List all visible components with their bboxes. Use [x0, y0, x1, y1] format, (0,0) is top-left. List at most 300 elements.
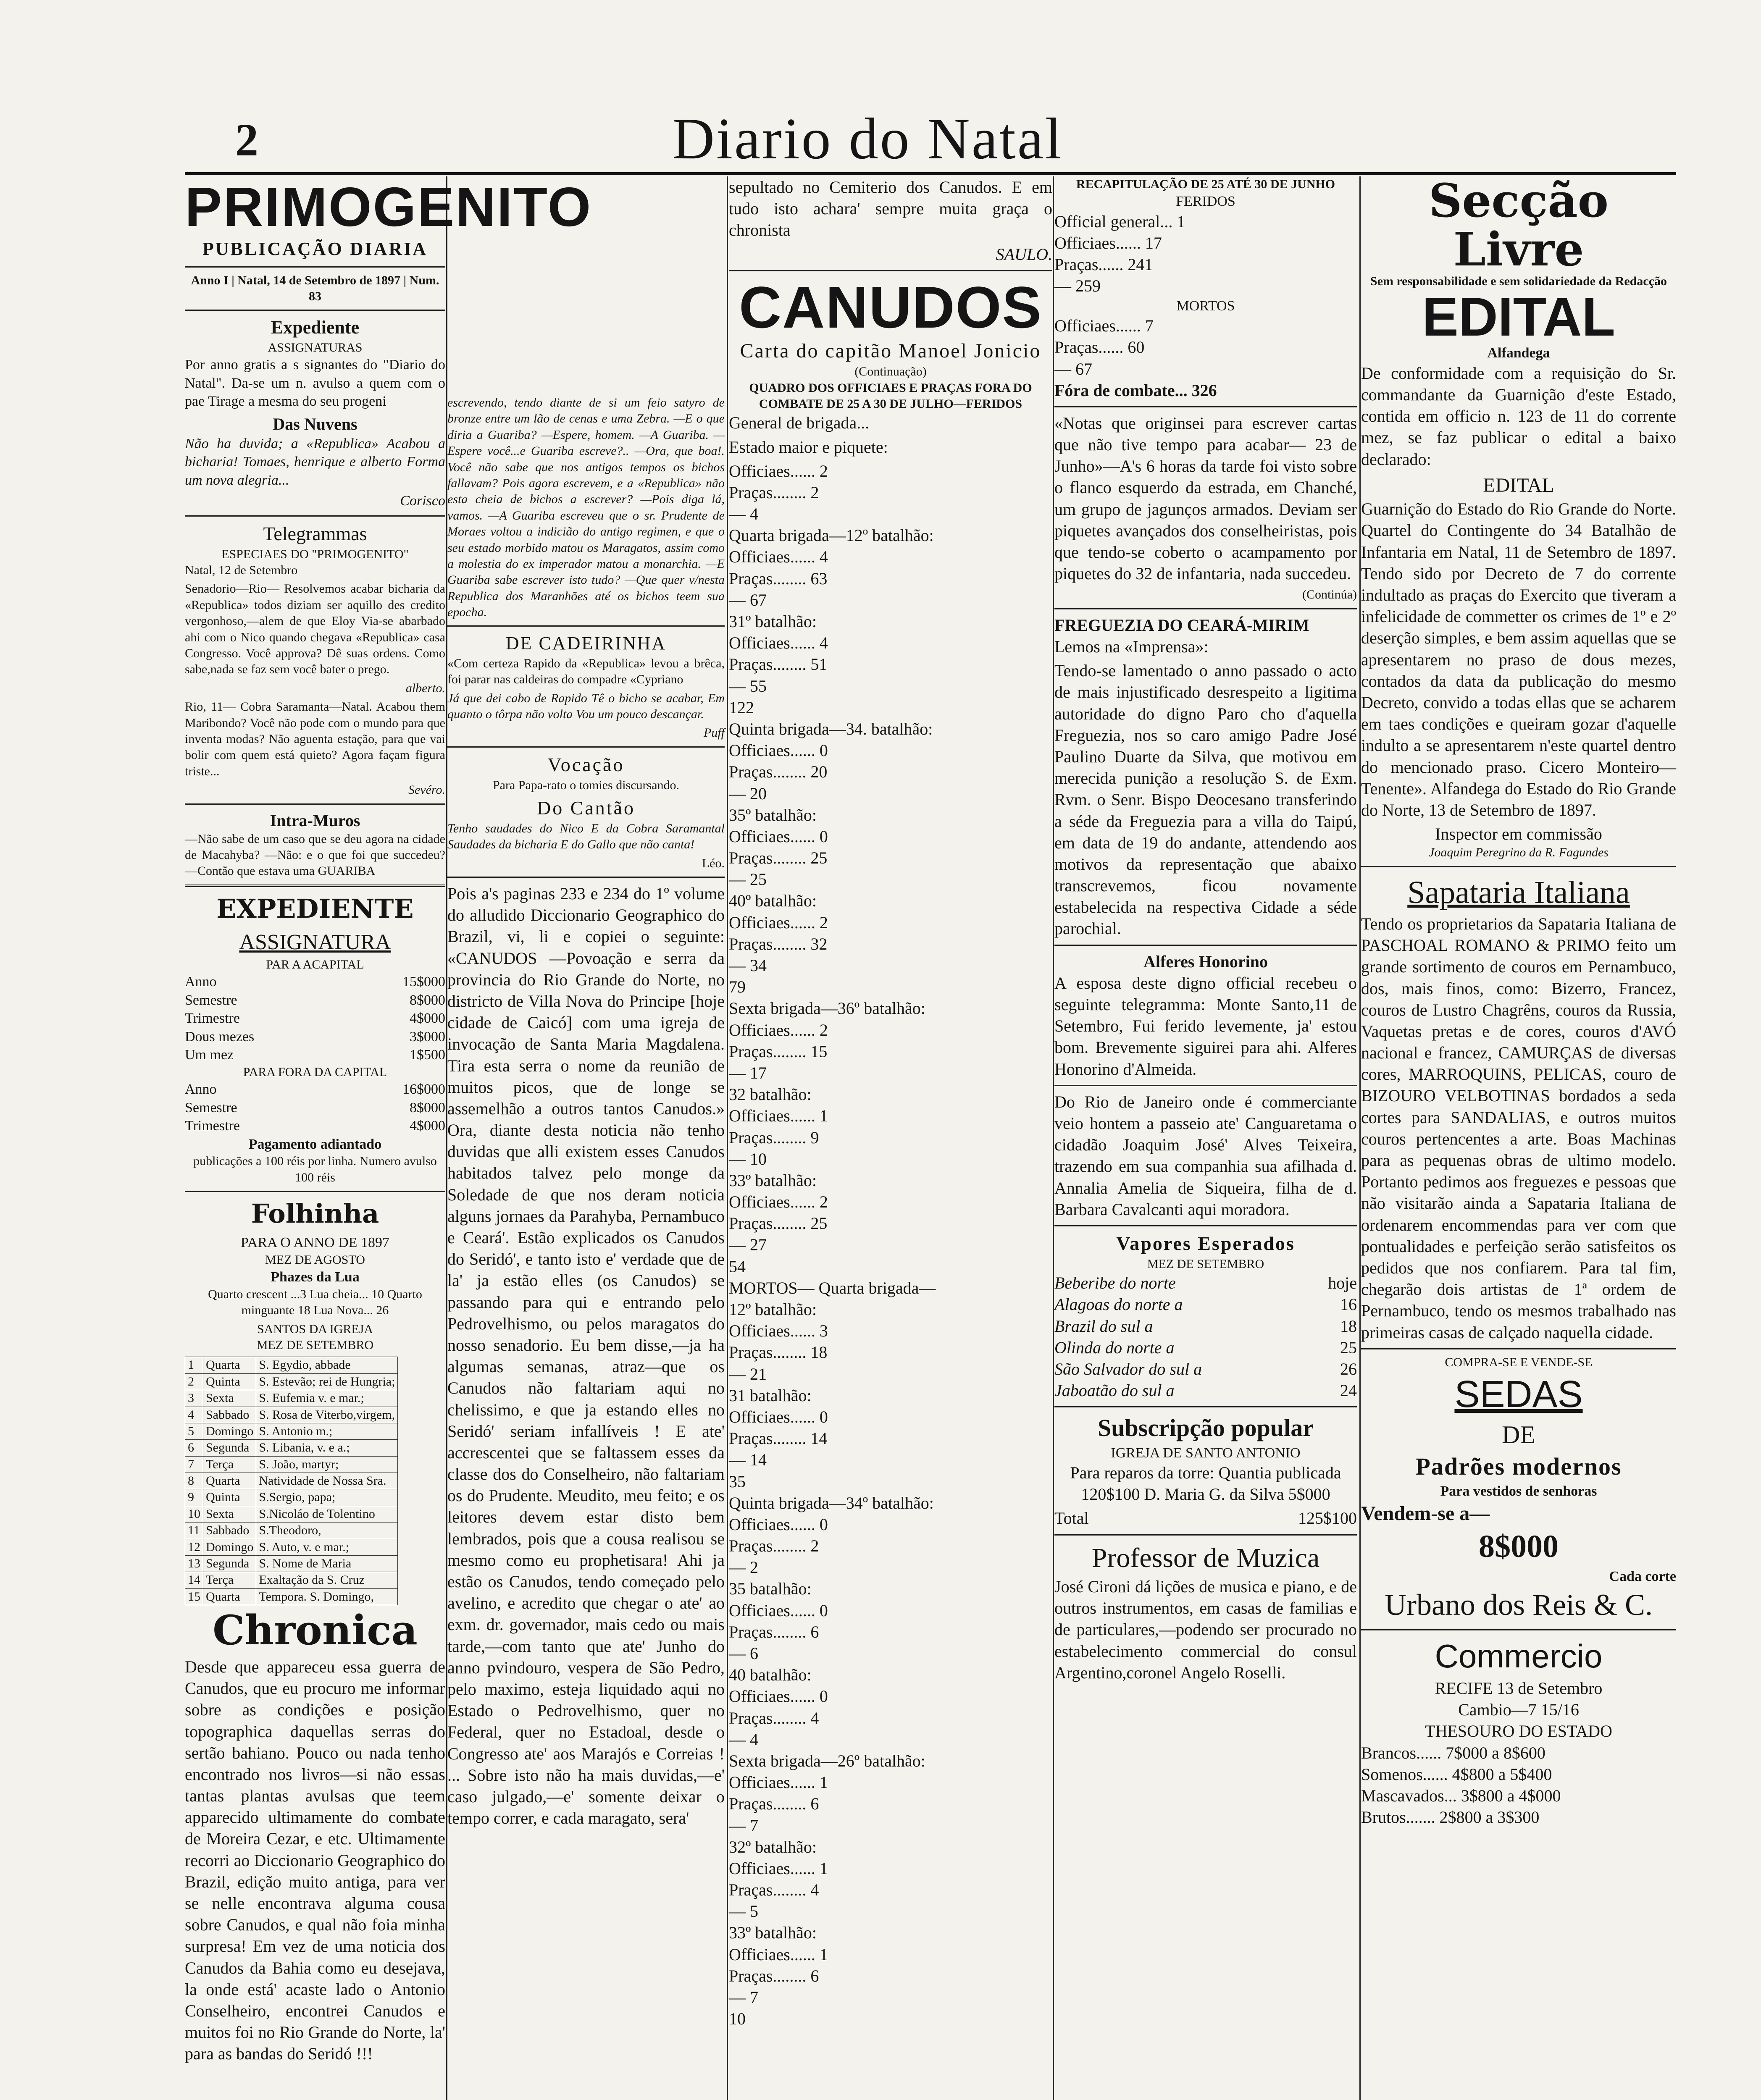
column-divider — [727, 176, 728, 2100]
folhinha-sub: PARA O ANNO DE 1897 — [241, 1235, 389, 1251]
continuation-signature: SAULO. — [996, 244, 1052, 264]
calendar-cell: Quarta — [203, 1357, 256, 1373]
calendar-cell: Domingo — [203, 1539, 256, 1555]
rule — [1361, 1348, 1676, 1349]
table-row: Praças........ 15 — [729, 1042, 828, 1061]
sedas-price: 8$000 — [1479, 1529, 1559, 1564]
calendar-cell: 8 — [185, 1473, 203, 1489]
rule — [1054, 945, 1357, 946]
calendar-cell: Quarta — [203, 1588, 256, 1605]
calendar-cell: Sexta — [203, 1506, 256, 1522]
table-row: Officiaes...... 1 — [729, 1858, 828, 1878]
vapor-date: 18 — [1340, 1316, 1357, 1336]
table-row: 40 batalhão: — [729, 1665, 812, 1685]
table-row: 12º batalhão: — [729, 1300, 817, 1319]
saints-calendar — [185, 1357, 398, 1605]
calendar-cell: 11 — [185, 1522, 203, 1539]
table-row: 32 batalhão: — [729, 1085, 812, 1104]
assignaturas-label: ASSIGNATURAS — [268, 340, 363, 354]
table-row: Officiaes...... 0 — [729, 1601, 828, 1620]
calendar-cell: Quinta — [203, 1489, 256, 1506]
table-row: — 7 — [729, 1988, 758, 2007]
article-text: Pois a's paginas 233 e 234 do 1º volume do alludido Diccionario Geographico do Brazil, vi, li e copiei o seguinte: «CANUDOS —Povoação e serra da provincia do Rio Grande do Norte, no districto de Villa Nova do Principe [hoje cidade de Caicó] com uma igreja de invocação de Santa Maria Magdalena. Tira esta serra o nome da reunião de muitos picos, que de longe se assemelhão a outros tantos Canudos.» Ora, diante desta noticia não tenho duvidas que alli existem esses Canudos habitados talvez pelo monge da Soledade de que nos deram noticia alguns jornaes da Parahyba, Pernambuco e Ceará'. Estão explicados os Canudos do Seridó', e tanto isto e' verdade que de la' ja estão elles (os Canudos) se passando para qui e entrando pelo Pedrovelhismo, ou pelos maragatos do nosso senadorio. Eu bem disse,—ja ha algumas semanas, atraz—que os Canudos não faltariam aqui no chelissimo, e que ja estando elles no Seridó' seriam infallíveis ! E ate' accrescentei que se faltassem esses da classe dos do Conselheiro, não faltariam os do Prudente. Meudito, meu feito; e os leitores devem estar disto bem lembrados, pois que a cousa realisou se mesmo como eu prophetisara! Ahi ja estão os Canudos, tendo começado pelo avelino, e acredito que chegar o ate' ao exm. dr. governador, mais cedo ou mais tarde,—com tanto que ate' Junho do anno pvindouro, vespera de São Pedro, pelo maximo, esteja liquidado aqui no Estado o Pedrovelhismo, quer no Federal, quer no Estadoal, desde o Congresso ate' aos Marajós e Correias ! ... Sobre isto não ha mais duvidas,—e' caso julgado,—e' somente deixar o tempo correr, e cada maragato, sera' — [447, 884, 725, 1828]
vapor-date: 25 — [1340, 1338, 1357, 1357]
calendar-row — [185, 1440, 398, 1456]
assignatura-fora: PARA FORA DA CAPITAL — [243, 1065, 387, 1079]
calendar-cell: Tempora. S. Domingo, — [256, 1588, 398, 1605]
table-row: — 259 — [1054, 276, 1101, 296]
table-row: Somenos...... 4$800 a 5$400 — [1361, 1764, 1552, 1784]
calendar-cell: S. Egydio, abbade — [256, 1357, 398, 1373]
table-row: — 7 — [729, 1816, 758, 1835]
rule — [1054, 1534, 1357, 1536]
table-row: — 27 — [729, 1235, 767, 1255]
phazes-heading: Phazes da Lua — [271, 1269, 360, 1285]
vapor-row — [1054, 1315, 1357, 1337]
table-row: — 55 — [729, 676, 767, 696]
table-row: 35 — [729, 1472, 746, 1491]
calendar-cell: S. Antonio m.; — [256, 1423, 398, 1439]
vapor-ship: Olinda do norte a — [1054, 1338, 1175, 1357]
quadro-heading: QUADRO DOS OFFICIAES E PRAÇAS FORA DO COMBATE DE 25 A 30 DE JULHO—FERIDOS — [749, 381, 1032, 411]
table-row: Official general... 1 — [1054, 212, 1185, 231]
calendar-cell: S. Eufemia v. e mar.; — [256, 1390, 398, 1407]
table-row: Sexta brigada—36º batalhão: — [729, 999, 925, 1018]
vapor-ship: Brazil do sul a — [1054, 1316, 1153, 1336]
calendar-cell: S. Estevão; rei de Hungria; — [256, 1373, 398, 1390]
cantao-verse: Tenho saudades do Nico E da Cobra Saramantal Saudades da bicharia E do Gallo que não canta! — [447, 821, 725, 852]
table-row: 10 — [729, 2009, 746, 2029]
table-row: Praças........ 6 — [729, 1966, 819, 1985]
compra-vende: COMPRA-SE E VENDE-SE — [1445, 1355, 1593, 1369]
calendar-cell: Quinta — [203, 1373, 256, 1390]
table-row: Praças...... 241 — [1054, 255, 1153, 274]
table-row: Praças........ 2 — [729, 1536, 819, 1556]
sapataria-text: Tendo os proprietarios da Sapataria Italiana de PASCHOAL ROMANO & PRIMO feito um grande sortimento de couros em Pernambuco, dos, mais finos, como: Bizerro, Francez, couros de Lustro Chagrêns, couros da Russia, Vaquetas pretas e de cores, couros d'AVÓ nacional e francez, CAMURÇAS de diversas cores, MARROQUINS, PELICAS, couro de BIZOURO VELBOTINAS bordados a seda cortes para SANDALIAS, e outros muitos couros pertencentes a arte. Boas Machinas para as pequenas obras de ultimo modelo. Portanto pedimos aos freguezes e pessoas que não visitarão ainda a Sapataria Italiana de ordenarem encommendas para ver com que pontualidades e perfeição serão satisfeitos os pedidos que nos confiarem. Para tal fim, chegarão dois artistas de 1ª ordem de Pernambuco, tendo os mesmos trabalhado nas primeiras casas de calçado naquella cidade. — [1361, 914, 1676, 1342]
rio-text: Rio, 11— Cobra Saramanta—Natal. Acabou them Maribondo? Você não pode com o mundo para que inventa modas? Não aguenta estação, para que vai bolir com quem está quieto? Agora façam figura triste... — [185, 700, 445, 778]
table-row: 54 — [729, 1257, 746, 1276]
table-row: — 4 — [729, 504, 758, 524]
rule — [185, 515, 445, 517]
table-row: Officiaes...... 1 — [729, 1945, 828, 1964]
table-row: 40º batalhão: — [729, 891, 817, 911]
calendar-cell: 1 — [185, 1357, 203, 1373]
nuvens-signature: Corisco — [400, 493, 445, 509]
cadeirinha-signature: Puff — [704, 726, 725, 740]
sedas-de: DE — [1502, 1421, 1535, 1449]
table-row: 33º batalhão: — [729, 1923, 817, 1942]
mez-setembro: MEZ DE SETEMBRO — [256, 1338, 374, 1352]
calendar-row — [185, 1556, 398, 1572]
thesouro-list — [1361, 1742, 1676, 1828]
table-row: — 4 — [729, 1730, 758, 1749]
sedas-sub: Para vestidos de senhoras — [1440, 1483, 1597, 1499]
rule — [447, 877, 725, 878]
column-divider — [1053, 176, 1054, 2100]
table-row: — 10 — [729, 1149, 767, 1168]
continua: (Continúa) — [1302, 588, 1357, 602]
table-row: Officiaes...... 4 — [729, 633, 828, 653]
sedas-padroes: Padrões modernos — [1415, 1453, 1622, 1480]
calendar-row — [185, 1423, 398, 1439]
telegrammas-date: Natal, 12 de Setembro — [185, 563, 298, 578]
primogenito-title: PRIMOGENITO — [185, 176, 592, 238]
calendar-cell: 15 — [185, 1588, 203, 1605]
pagamento: Pagamento adiantado — [248, 1136, 382, 1152]
calendar-row — [185, 1373, 398, 1390]
sedas-vendem: Vendem-se a— — [1361, 1502, 1490, 1525]
table-row: Praças........ 2 — [729, 483, 819, 502]
sapataria-heading: Sapataria Italiana — [1407, 874, 1630, 910]
price-row: Anno 16$000 — [185, 1082, 445, 1097]
vapor-date: hoje — [1328, 1273, 1357, 1293]
table-row: 31º batalhão: — [729, 612, 817, 631]
calendar-cell: 7 — [185, 1456, 203, 1473]
vocacao-text: Para Papa-rato o tomies discursando. — [492, 778, 680, 792]
table-row: MORTOS— Quarta brigada— — [729, 1278, 936, 1297]
expediente-heading: Expediente — [271, 317, 360, 338]
table-row: Officiaes...... 0 — [729, 1515, 828, 1534]
table-row: Praças........ 20 — [729, 762, 828, 782]
vapor-date: 26 — [1340, 1359, 1357, 1378]
casualty-table — [729, 460, 1052, 2030]
calendar-cell: Natividade de Nossa Sra. — [256, 1473, 398, 1489]
continuacao: (Continuação) — [854, 365, 927, 379]
price-row: Trimestre 4$000 — [185, 1011, 445, 1026]
table-row: 32º batalhão: — [729, 1837, 817, 1856]
table-row: Officiaes...... 0 — [729, 827, 828, 846]
table-row: Quinta brigada—34º batalhão: — [729, 1493, 934, 1512]
calendar-row — [185, 1489, 398, 1506]
cadeirinha-heading: DE CADEIRINHA — [505, 633, 667, 654]
column-4 — [1361, 173, 1676, 2100]
table-row: 35º batalhão: — [729, 805, 817, 824]
table-row: Praças........ 4 — [729, 1708, 819, 1727]
subscripcao-total: Total 125$100 — [1054, 1509, 1357, 1528]
fora-combate: Fóra de combate... 326 — [1054, 381, 1217, 400]
table-row: — 17 — [729, 1063, 767, 1082]
calendar-row — [185, 1456, 398, 1473]
publicacoes: publicações a 100 réis por linha. Numero avulso 100 réis — [193, 1154, 437, 1184]
mortos-label: MORTOS — [1176, 298, 1235, 314]
calendar-row — [185, 1588, 398, 1605]
general: General de brigada... — [729, 413, 870, 433]
subscripcao-text: Para reparos da torre: Quantia publicada 120$100 D. Maria G. da Silva 5$000 — [1070, 1463, 1341, 1504]
table-row: Officiaes...... 0 — [729, 1687, 828, 1706]
table-row: Officiaes...... 0 — [729, 1407, 828, 1426]
vapores-heading: Vapores Esperados — [1116, 1232, 1295, 1254]
notas-text: «Notas que originsei para escrever cartas que não tive tempo para acabar— 23 de Junho»—A's 6 horas da tarde foi visto sobre o flanco esquerdo da estrada, em Chanché, um grupo de jagunços armados. Deviam ser piquetes avançados dos conselheiristas, pois que tendo-se coberto o acampamento por piquetes do 32 de infantaria, nada succedeu. — [1054, 413, 1357, 583]
intra-muros-heading: Intra-Muros — [270, 811, 360, 830]
chronica-heading: Chronica — [213, 1606, 418, 1654]
table-row: Officiaes...... 17 — [1054, 234, 1162, 253]
table-row: Praças........ 51 — [729, 655, 828, 674]
table-row: 31 batalhão: — [729, 1386, 812, 1405]
price-row: Trimestre 4$000 — [185, 1118, 445, 1134]
table-row: Officiaes...... 3 — [729, 1321, 828, 1341]
table-row: Officiaes...... 2 — [729, 913, 828, 932]
assignatura-capital: PAR A ACAPITAL — [266, 957, 364, 971]
table-row: Praças........ 18 — [729, 1343, 828, 1362]
freguezia-sub: Lemos na «Imprensa»: — [1054, 637, 1209, 656]
cambio: Cambio—7 15/16 — [1458, 1700, 1579, 1719]
urbano-reis: Urbano dos Reis & C. — [1385, 1588, 1653, 1622]
table-row: Praças........ 4 — [729, 1880, 819, 1900]
vapores-list — [1054, 1272, 1357, 1401]
calendar-row — [185, 1390, 398, 1407]
table-row: Officiaes...... 1 — [729, 1773, 828, 1792]
calendar-cell: Terça — [203, 1572, 256, 1588]
sedas-heading: SEDAS — [1454, 1373, 1583, 1416]
seccao-livre-heading: Secção Livre — [1428, 173, 1609, 276]
telegrammas-sub: ESPECIAES DO "PRIMOGENITO" — [221, 547, 409, 561]
rule — [1054, 1406, 1357, 1407]
calendar-cell: Quarta — [203, 1473, 256, 1489]
seccao-livre-sub: Sem responsabilidade e sem solidariedade da Redacção — [1370, 274, 1667, 288]
edital-heading: EDITAL — [1422, 286, 1615, 348]
cadeirinha-text: «Com certeza Rapido da «Republica» levou a brêca, foi parar nas caldeiras do compadre «Cypriano — [447, 656, 725, 687]
rule — [185, 885, 445, 887]
calendar-row — [185, 1407, 398, 1423]
nuvens-text: Não ha duvida; a «Republica» Acabou a bicharia! Tomaes, henrique e alberto Forma um nova alegria... — [185, 436, 445, 488]
prices-fora — [185, 1080, 445, 1135]
calendar-row — [185, 1473, 398, 1489]
satire-text: escrevendo, tendo diante de si um feio satyro de bronze entre um lão de cenas e uma Zebra. —E o que diria a Guariba? —Espere, homem. —A Guariba. —Espere você...e Guariba escreve?.. —Ora, que boa!. Você não sabe que nos antigos tempos os bichos fallavam? Pois agora escrevem, e a «Republica» não esta cheia de bichos a escrever? —Pois diga lá, vamos. —A Guariba escreveu que o sr. Prudente de Moraes voltou a indicião do antigo regimen, e que o seu estado morbido matou os Maragatos, assim como a molestia do ex imperador matou a monarchia. —E Guariba sabe escrever isto tudo? —Que quer v/nesta Republica dos Maranhões até os bichos teem sua epocha. — [447, 396, 725, 620]
cadeirinha-verse: Já que dei cabo de Rapido Tê o bicho se acabar, Em quanto o tôrpa não volta Vou um pouco descançar. — [447, 691, 725, 721]
commercio-heading: Commercio — [1435, 1638, 1603, 1675]
vapor-ship: Jaboatão do sul a — [1054, 1381, 1175, 1400]
table-row: — 67 — [729, 590, 767, 609]
calendar-cell: Sexta — [203, 1390, 256, 1407]
professor-text: José Cironi dá lições de musica e piano, e de outros instrumentos, em casas de familias e de particulares,—podendo ser procurado no estabelecimento commercial do consul Argentino,coronel Angelo Roselli. — [1054, 1577, 1357, 1682]
table-row: 35 batalhão: — [729, 1579, 812, 1599]
feridos-label: FERIDOS — [1176, 194, 1235, 210]
calendar-cell: S. Libania, v. e a.; — [256, 1440, 398, 1456]
table-row: Sexta brigada—26º batalhão: — [729, 1751, 925, 1770]
rule — [447, 746, 725, 748]
calendar-cell: S.Nicoláo de Tolentino — [256, 1506, 398, 1522]
masthead: Diario do Natal — [672, 106, 1063, 171]
freguezia-heading: FREGUEZIA DO CEARÁ-MIRIM — [1054, 615, 1309, 635]
rule — [185, 266, 445, 268]
calendar-cell: Segunda — [203, 1556, 256, 1572]
table-row: Praças........ 25 — [729, 848, 828, 868]
table-row: Officiaes...... 4 — [729, 547, 828, 567]
edital2-heading: EDITAL — [1483, 474, 1554, 496]
expediente-text: Por anno gratis a s signantes do "Diario do Natal". Da-se um n. avulso a quem com o pae Tirage a mesma do seu progeni — [185, 357, 445, 410]
rule — [1054, 1225, 1357, 1226]
table-row: Officiaes...... 2 — [729, 1192, 828, 1212]
vapor-row — [1054, 1358, 1357, 1380]
table-row: — 6 — [729, 1644, 758, 1663]
rule — [1054, 1085, 1357, 1086]
table-row: Quinta brigada—34. batalhão: — [729, 719, 933, 738]
calendar-cell: 2 — [185, 1373, 203, 1390]
professor-heading: Professor de Muzica — [1091, 1542, 1320, 1573]
column-divider — [1359, 176, 1361, 2100]
calendar-cell: Domingo — [203, 1423, 256, 1439]
calendar-row — [185, 1506, 398, 1522]
calendar-cell: 10 — [185, 1506, 203, 1522]
table-row: Praças........ 63 — [729, 569, 828, 588]
calendar-cell: 6 — [185, 1440, 203, 1456]
alferes-heading: Alferes Honorino — [1143, 952, 1268, 971]
calendar-cell: S. Nome de Maria — [256, 1556, 398, 1572]
price-row: Semestre 8$000 — [185, 1100, 445, 1116]
inspector-name: Joaquim Peregrino da R. Fagundes — [1429, 845, 1609, 860]
thesouro-heading: THESOURO DO ESTADO — [1425, 1722, 1612, 1741]
calendar-cell: Terça — [203, 1456, 256, 1473]
rule — [447, 625, 725, 627]
vocacao-heading: Vocação — [547, 753, 625, 775]
rule — [185, 803, 445, 805]
column-2 — [729, 176, 1052, 2100]
calendar-row — [185, 1572, 398, 1588]
telegrammas-text: Senadorio—Rio— Resolvemos acabar bicharia da «Republica» todos diziam ser aquillo des credito vergonhoso,—alem de que Eloy Via-se abarbado ahi com o Nico quando chegava «Republica» casa Congresso. Você approva? Dê suas ordens. Como sabe,nada se faz sem você bater o prego. — [185, 582, 445, 677]
vapor-date: 16 — [1340, 1295, 1357, 1314]
vapor-row — [1054, 1380, 1357, 1401]
price-row: Um mez 1$500 — [185, 1047, 445, 1063]
cantao-heading: Do Cantão — [536, 797, 635, 819]
table-row: Officiaes...... 7 — [1054, 316, 1154, 336]
table-row: Praças...... 60 — [1054, 338, 1145, 357]
table-row: — 21 — [729, 1364, 767, 1383]
santos-heading: SANTOS DA IGREJA — [257, 1322, 373, 1336]
table-row: — 20 — [729, 784, 767, 803]
sedas-corte: Cada corte — [1609, 1568, 1676, 1584]
rule — [1054, 608, 1357, 609]
expediente-banner: EXPEDIENTE — [216, 893, 414, 924]
vapor-row — [1054, 1294, 1357, 1315]
calendar-cell: Sabbado — [203, 1522, 256, 1539]
vapor-row — [1054, 1337, 1357, 1358]
table-row: Mascavados... 3$800 a 4$000 — [1361, 1786, 1561, 1805]
edital-text: De conformidade com a requisição do Sr. commandante da Guarnição d'este Estado, contida em officio n. 123 de 11 do corrente mez, se faz publicar o edital a baixo declarado: — [1361, 363, 1676, 469]
calendar-cell: S.Sergio, papa; — [256, 1489, 398, 1506]
table-row: Brutos....... 2$800 a 3$300 — [1361, 1808, 1540, 1827]
price-row: Anno 15$000 — [185, 974, 445, 990]
vapor-ship: Alagoas do norte a — [1054, 1295, 1183, 1314]
alfandega-label: Alfandega — [1487, 345, 1550, 361]
inspector-label: Inspector em commissão — [1435, 824, 1602, 844]
table-row: Officiaes...... 2 — [729, 1020, 828, 1040]
price-row: Dous mezes 3$000 — [185, 1029, 445, 1045]
vapor-date: 24 — [1340, 1381, 1357, 1400]
recap-heading: RECAPITULAÇÃO DE 25 ATÉ 30 DE JUNHO — [1076, 177, 1335, 191]
edital2-text: Guarnição do Estado do Rio Grande do Norte. Quartel do Contingente do 34 Batalhão de Infantaria em Natal, 11 de Setembro de 1897. Tendo sido por Decreto de 7 do corrente indultado as praças do Exercito que tiveram a infelicidade de commetter os crimes de 1º e 2º deserção simples, e bem assim aquellas que se apresentarem no praso de dous mezes, contados da data da publicação do mesmo Decreto, convido a todas ellas que se acharem em taes condições e queiram gozar d'aquelle indulto a se apresentarem n'este quartel dentro do mencionado praso. Cicero Monteiro—Tenente». Alfandega do Estado do Rio Grande do Norte, 13 de Setembro de 1897. — [1361, 499, 1676, 819]
calendar-cell: S.Theodoro, — [256, 1522, 398, 1539]
primogenito-subtitle: PUBLICAÇÃO DIARIA — [202, 239, 428, 260]
prices-capital — [185, 973, 445, 1064]
table-row: Quarta brigada—12º batalhão: — [729, 526, 934, 545]
table-row: Praças........ 14 — [729, 1429, 828, 1448]
recap-table — [1054, 211, 1357, 297]
rule — [1361, 1629, 1676, 1630]
calendar-cell: S. Auto, v. e mar.; — [256, 1539, 398, 1555]
rule — [1361, 866, 1676, 867]
canudos-title: CANUDOS — [739, 274, 1042, 340]
chronica-text: Desde que appareceu essa guerra de Canudos, que eu procuro me informar sobre as condições e posição topographica daquellas serras do sertão bahiano. Pouco ou nada tenho encontrado nos livros—si não essas tantas plantas avulsas que teem apparecido ultimamente do combate de Moreira Cezar, e etc. Ultimamente recorri ao Diccionario Geographico do Brazil, edição muito antiga, para ver se nelle encontrava alguma cousa sobre Canudos, e qual não foia minha surpresa! Em vez de uma noticia dos Canudos da Bahia como eu desejava, la onde está' acaste lado o Antonio Conselheiro, encontrei Canudos e muitos foi no Rio Grande do Norte, la' para as bandas do Seridó !!! — [185, 1657, 445, 2063]
phazes-list: Quarto crescent ...3 Lua cheia... 10 Quarto minguante 18 Lua Nova... 26 — [208, 1287, 422, 1318]
telegrammas-heading: Telegrammas — [263, 522, 367, 544]
folhinha-heading: Folhinha — [251, 1198, 379, 1229]
price-row: Semestre 8$000 — [185, 992, 445, 1008]
rule — [185, 1191, 445, 1192]
mez-agosto: MEZ DE AGOSTO — [265, 1252, 365, 1267]
recife-date: RECIFE 13 de Setembro — [1435, 1679, 1603, 1698]
column-1b — [447, 176, 725, 2100]
calendar-cell: Sabbado — [203, 1407, 256, 1423]
table-row: Praças........ 32 — [729, 934, 828, 953]
intra-muros-text: —Não sabe de um caso que se deu agora na cidade de Macahyba? —Não: e o que foi que succedeu? —Contão que estava uma GUARIBA — [185, 832, 445, 878]
alferes-text: A esposa deste digno official recebeu o seguinte telegramma: Monte Santo,11 de Setembro, Fui ferido levemente, ja' estou bom. Brevemente siguirei para ahi. Alferes Honorino d'Almeida. — [1054, 973, 1357, 1079]
calendar-cell: 14 — [185, 1572, 203, 1588]
table-row: Officiaes...... 0 — [729, 741, 828, 760]
table-row: — 14 — [729, 1450, 767, 1470]
estado-maior: Estado maior e piquete: — [729, 437, 888, 457]
table-row: Officiaes...... 2 — [729, 461, 828, 480]
vapores-sub: MEZ DE SETEMBRO — [1147, 1257, 1264, 1271]
calendar-row — [185, 1539, 398, 1555]
table-row: 33º batalhão: — [729, 1171, 817, 1190]
calendar-cell: 13 — [185, 1556, 203, 1572]
vapor-ship: Beberibe do norte — [1054, 1273, 1176, 1293]
rule — [1054, 406, 1357, 407]
table-row: — 34 — [729, 956, 767, 975]
calendar-cell: 9 — [185, 1489, 203, 1506]
table-row: Praças........ 25 — [729, 1214, 828, 1233]
recap-table — [1054, 315, 1357, 380]
table-row: — 25 — [729, 870, 767, 889]
table-row: Officiaes...... 1 — [729, 1106, 828, 1126]
calendar-cell: S. Rosa de Viterbo,virgem, — [256, 1407, 398, 1423]
table-row: — 67 — [1054, 359, 1092, 378]
column-3 — [1054, 176, 1357, 2100]
calendar-cell: 5 — [185, 1423, 203, 1439]
table-row: Praças........ 6 — [729, 1622, 819, 1641]
nuvens-heading: Das Nuvens — [273, 414, 357, 433]
rule — [729, 270, 1052, 271]
telegrammas-signature: alberto. — [405, 681, 445, 695]
table-row: 79 — [729, 977, 746, 997]
vapor-row — [1054, 1272, 1357, 1294]
cantao-signature: Léo. — [702, 856, 725, 870]
calendar-cell: 12 — [185, 1539, 203, 1555]
canudos-subtitle: Carta do capitão Manoel Jonicio — [740, 339, 1041, 362]
vapor-ship: São Salvador do sul a — [1054, 1359, 1202, 1378]
table-row: — 2 — [729, 1558, 758, 1577]
table-row: Praças........ 9 — [729, 1128, 819, 1147]
calendar-cell: 3 — [185, 1390, 203, 1407]
table-row: — 5 — [729, 1902, 758, 1921]
rio-signature: Sevéro. — [408, 783, 445, 797]
assignatura-heading: ASSIGNATURA — [239, 930, 391, 955]
subscripcao-sub: IGREJA DE SANTO ANTONIO — [1111, 1445, 1301, 1461]
calendar-cell: Segunda — [203, 1440, 256, 1456]
dateline: Anno I | Natal, 14 de Setembro de 1897 | Num. 83 — [191, 273, 439, 303]
calendar-cell: Exaltação da S. Cruz — [256, 1572, 398, 1588]
calendar-row — [185, 1522, 398, 1539]
table-row: 122 — [729, 698, 754, 717]
subscripcao-heading: Subscripção popular — [1097, 1414, 1314, 1442]
calendar-row — [185, 1357, 398, 1373]
rio-janeiro-text: Do Rio de Janeiro onde é commerciante veio hontem a passeio ate' Canguaretama o cidadão Joaquim José' Alves Teixeira, trazendo em sua companhia sua afilhada d. Annalia Amelia de Siqueira, filha de d. Barbara Cavalcanti aqui moradora. — [1054, 1092, 1357, 1219]
calendar-cell: S. João, martyr; — [256, 1456, 398, 1473]
page-number: 2 — [235, 114, 258, 165]
continuation-text: sepultado no Cemiterio dos Canudos. E em tudo isto achara' sempre muita graça o chronista — [729, 178, 1052, 240]
table-row: Praças........ 6 — [729, 1794, 819, 1814]
table-row: Brancos...... 7$000 a 8$600 — [1361, 1743, 1545, 1762]
